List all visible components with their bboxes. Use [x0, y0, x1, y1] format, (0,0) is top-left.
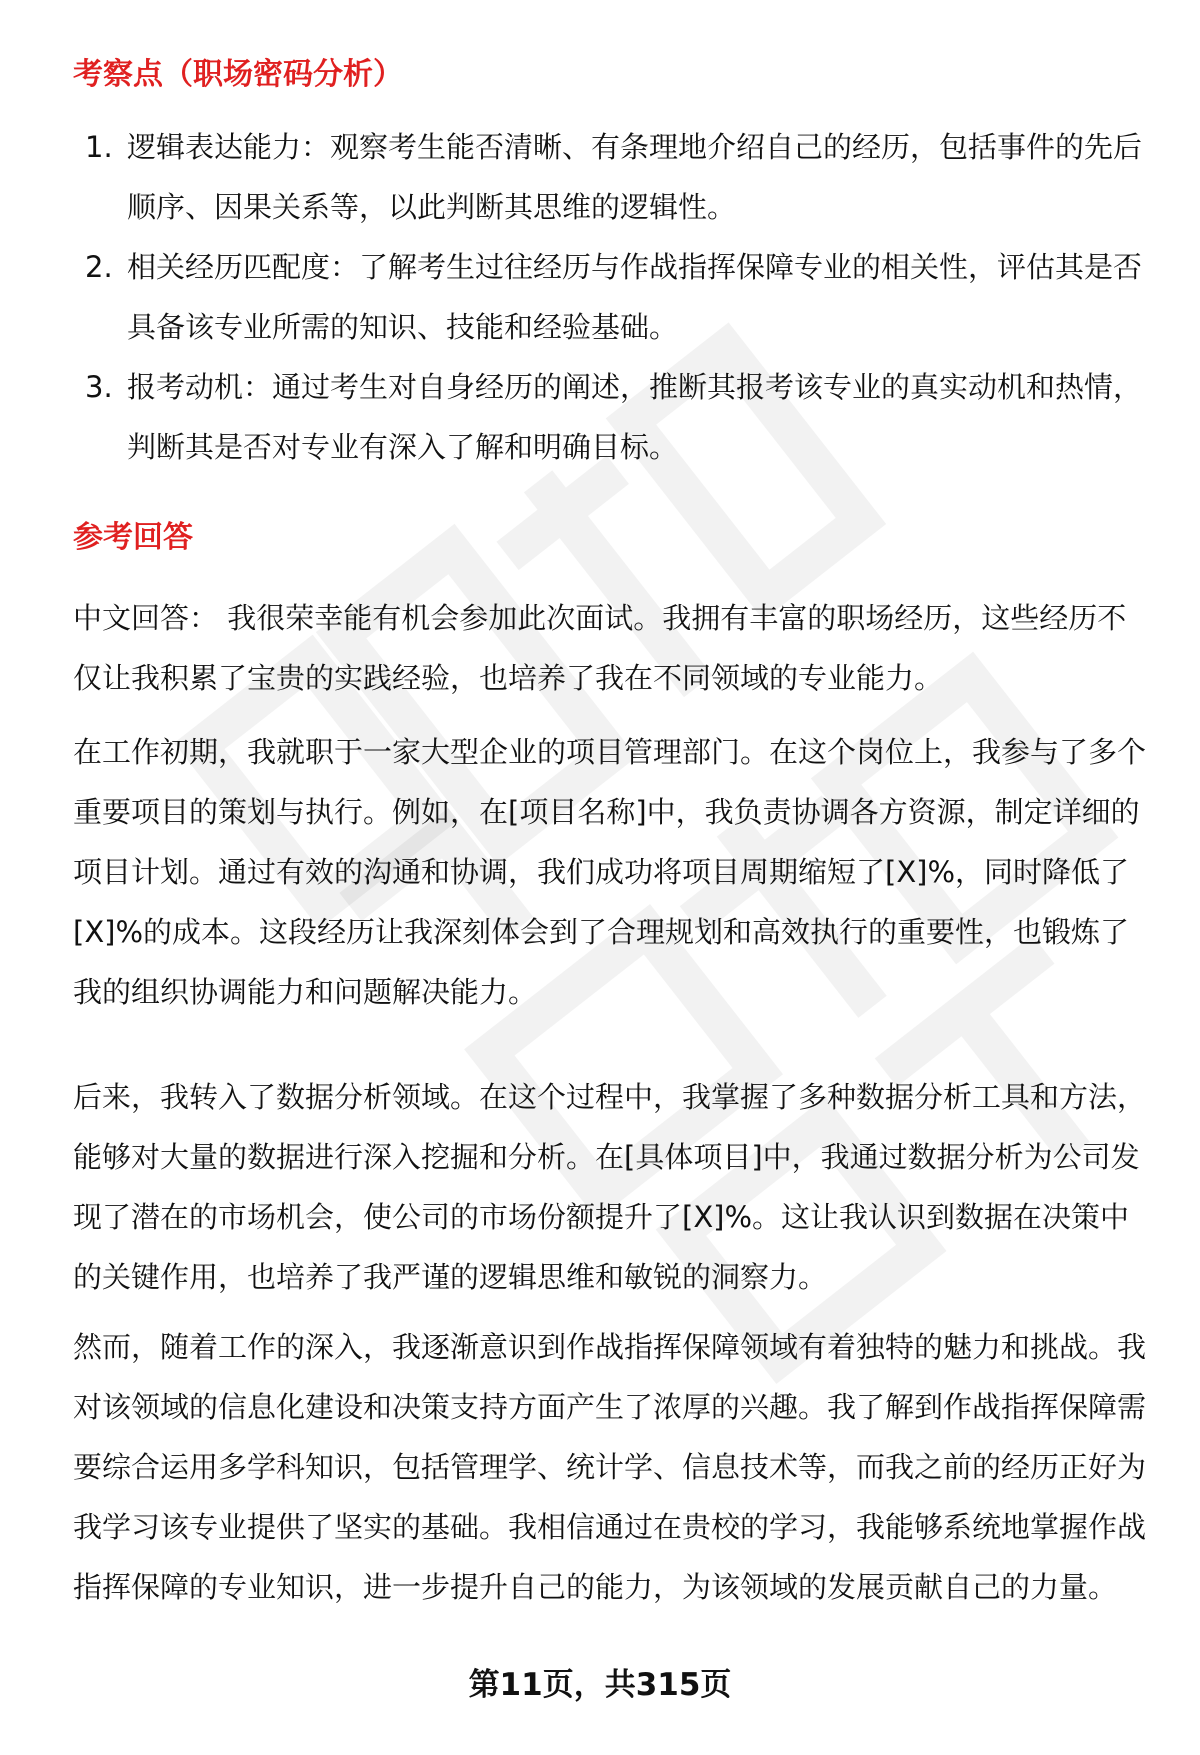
- answer-paragraph-motivation: 然而，随着工作的深入，我逐渐意识到作战指挥保障领域有着独特的魅力和挑战。我对该领域的信息化建设和决策支持方面产生了浓厚的兴趣。我了解到作战指挥保障需要综合运用多学科知识，包括管理学、统计学、信息技术等，而我之前的经历正好为我学习该专业提供了坚实的基础。我相信通过在贵校的学习，我能够系统地掌握作战指挥保障的专业知识，进一步提升自己的能力，为该领域的发展贡献自己的力量。: [73, 1330, 1147, 1604]
- section-title-inspection-points: 考察点（职场密码分析）: [73, 57, 403, 92]
- page-number-footer: 第11页，共315页: [468, 1667, 732, 1703]
- answer-paragraph-intro: 中文回答： 我很荣幸能有机会参加此次面试。我拥有丰富的职场经历，这些经历不仅让我积累了宝贵的实践经验，也培养了我在不同领域的专业能力。: [73, 601, 1127, 695]
- list-item: [73, 237, 1148, 357]
- list-item-number: 2.: [85, 250, 113, 284]
- list-item: [73, 357, 1148, 477]
- list-item: [73, 117, 1148, 237]
- inspection-points-list: [73, 117, 1148, 477]
- list-item-text: 相关经历匹配度：了解考生过往经历与作战指挥保障专业的相关性，评估其是否具备该专业所需的知识、技能和经验基础。: [127, 250, 1143, 344]
- list-item-text: 报考动机：通过考生对自身经历的阐述，推断其报考该专业的真实动机和热情，判断其是否对专业有深入了解和明确目标。: [127, 370, 1143, 464]
- list-item-number: 1.: [85, 130, 113, 164]
- answer-paragraph-data-analysis: 后来，我转入了数据分析领域。在这个过程中，我掌握了多种数据分析工具和方法，能够对大量的数据进行深入挖掘和分析。在[具体项目]中，我通过数据分析为公司发现了潜在的市场机会，使公司的市场份额提升了[X]%。这让我认识到数据在决策中的关键作用，也培养了我严谨的逻辑思维和敏锐的洞察力。: [73, 1080, 1147, 1294]
- list-item-number: 3.: [85, 370, 113, 404]
- list-item-text: 逻辑表达能力：观察考生能否清晰、有条理地介绍自己的经历，包括事件的先后顺序、因果关系等，以此判断其思维的逻辑性。: [127, 130, 1143, 224]
- answer-paragraph-project-management: 在工作初期，我就职于一家大型企业的项目管理部门。在这个岗位上，我参与了多个重要项目的策划与执行。例如，在[项目名称]中，我负责协调各方资源，制定详细的项目计划。通过有效的沟通和协调，我们成功将项目周期缩短了[X]%，同时降低了[X]%的成本。这段经历让我深刻体会到了合理规划和高效执行的重要性，也锻炼了我的组织协调能力和问题解决能力。: [73, 735, 1147, 1009]
- section-title-reference-answer: 参考回答: [73, 520, 193, 555]
